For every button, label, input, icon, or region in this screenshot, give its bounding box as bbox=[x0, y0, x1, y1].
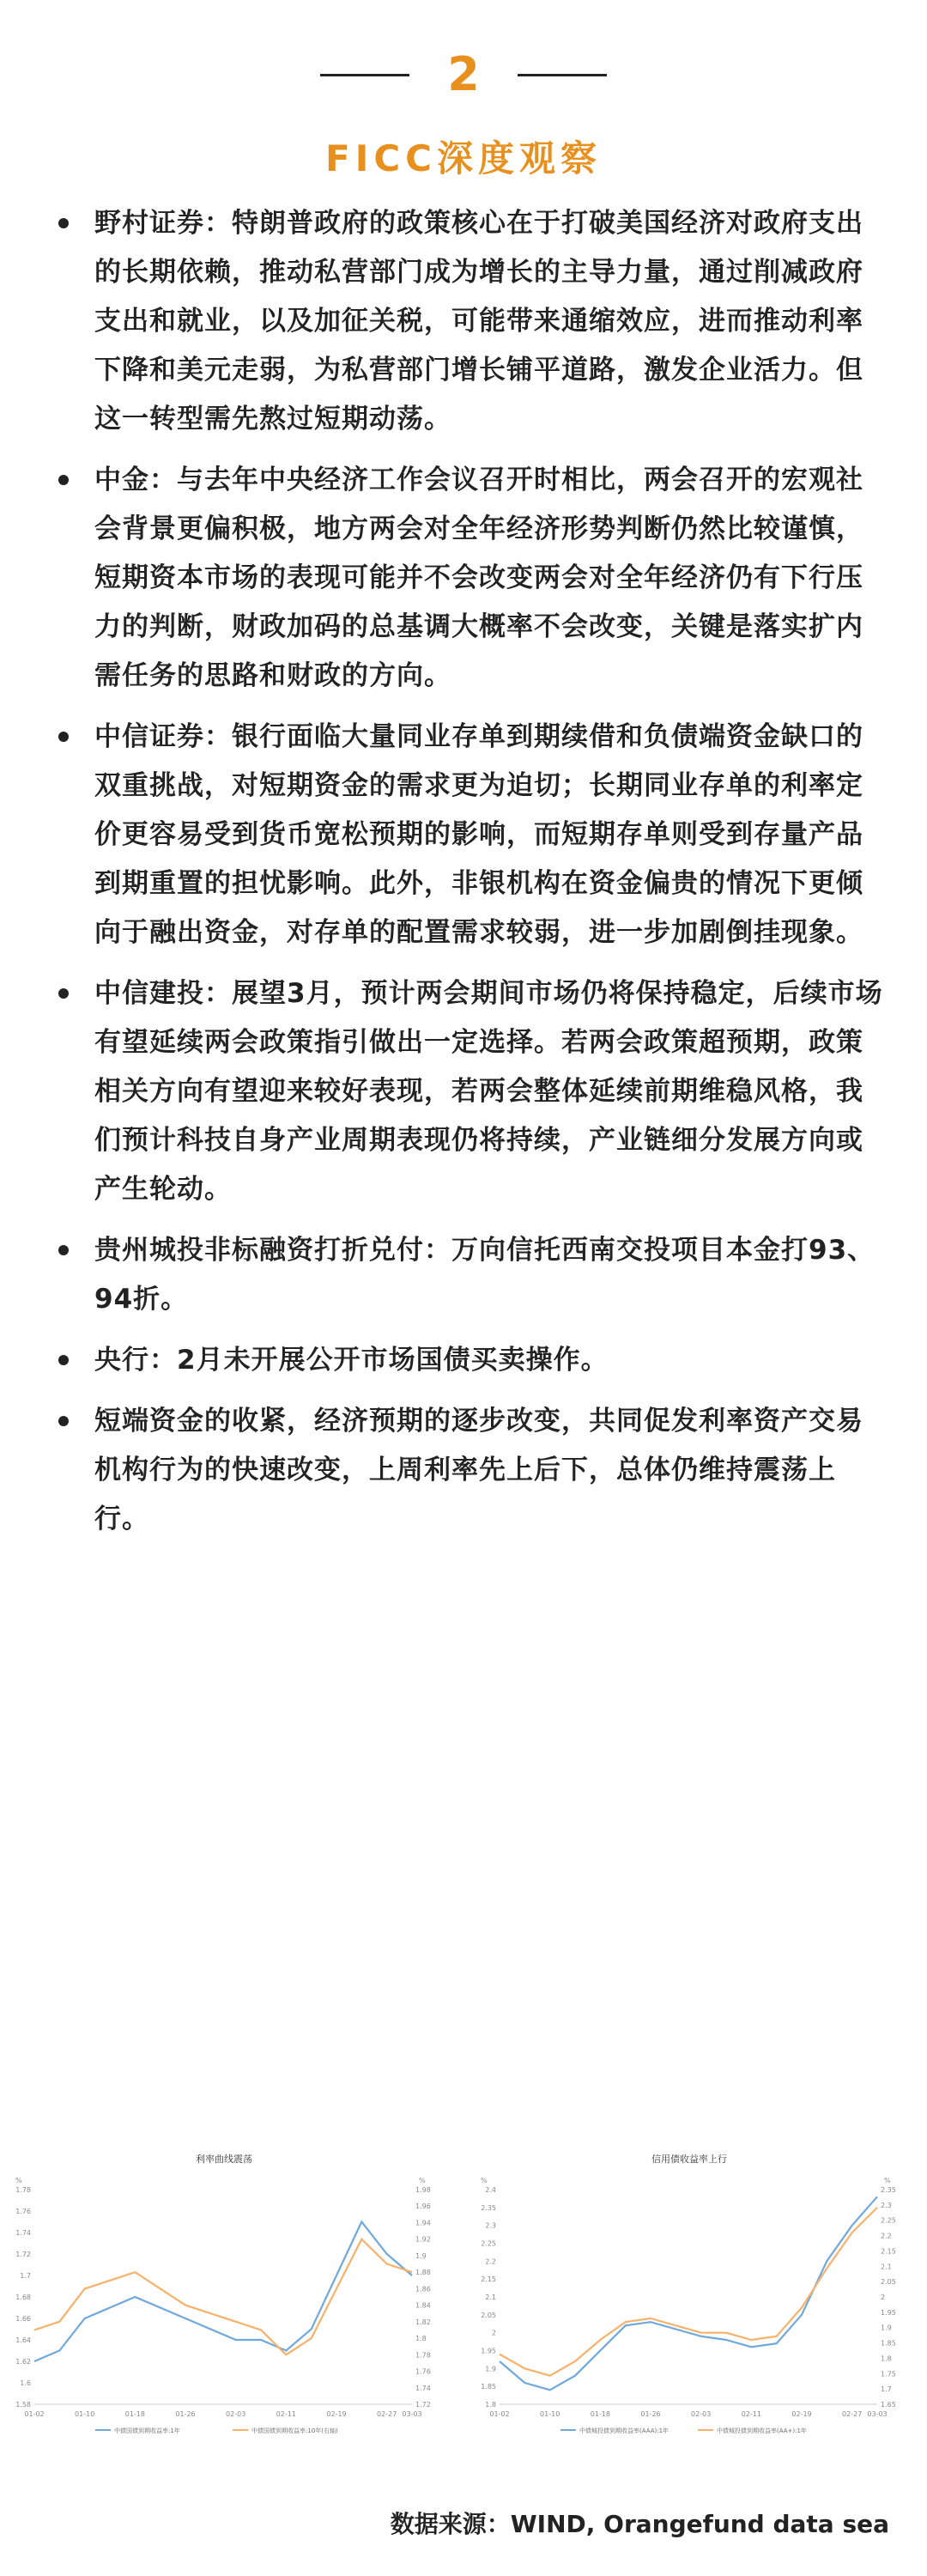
y-right-tick-label: 1.9 bbox=[881, 2324, 892, 2332]
bullet-item bbox=[55, 969, 888, 1214]
y-left-tick-label: 1.62 bbox=[15, 2358, 31, 2366]
y-left-tick-label: 1.66 bbox=[15, 2315, 31, 2323]
y-left-tick-label: 1.85 bbox=[481, 2383, 496, 2391]
section-title: FICC深度观察 bbox=[325, 137, 602, 179]
y-left-tick-label: 1.95 bbox=[481, 2347, 496, 2355]
series-line bbox=[34, 2239, 412, 2355]
rate-curve-chart bbox=[5, 2147, 443, 2447]
y-right-tick-label: 1.8 bbox=[415, 2335, 427, 2343]
series-line bbox=[500, 2196, 877, 2390]
bullet-dot-icon bbox=[58, 732, 69, 742]
y-right-tick-label: 1.75 bbox=[881, 2370, 896, 2379]
y-left-tick-label: 2.1 bbox=[485, 2293, 496, 2301]
y-left-unit: % bbox=[481, 2177, 488, 2184]
y-right-tick-label: 2.35 bbox=[881, 2186, 896, 2194]
y-left-tick-label: 1.68 bbox=[15, 2293, 31, 2301]
y-left-tick-label: 1.64 bbox=[15, 2336, 31, 2344]
bullet-item bbox=[55, 456, 888, 701]
bullet-dot-icon bbox=[58, 218, 69, 228]
y-left-tick-label: 1.8 bbox=[485, 2401, 496, 2409]
bullet-item bbox=[55, 1336, 888, 1385]
y-left-tick-label: 2.2 bbox=[485, 2257, 496, 2266]
y-right-tick-label: 1.72 bbox=[415, 2401, 431, 2409]
section-number-row bbox=[0, 47, 927, 101]
x-tick-label: 01-26 bbox=[640, 2410, 661, 2418]
y-right-tick-label: 1.76 bbox=[415, 2367, 431, 2376]
x-tick-label: 03-03 bbox=[867, 2410, 888, 2418]
y-right-tick-label: 1.88 bbox=[415, 2269, 431, 2277]
y-right-tick-label: 1.85 bbox=[881, 2339, 896, 2348]
bullet-text: 野村证券：特朗普政府的政策核心在于打破美国经济对政府支出的长期依赖，推动私营部门成为增长的主导力量，通过削减政府支出和就业，以及加征关税，可能带来通缩效应，进而推动利率下降和美元走弱，为私营部门增长铺平道路，激发企业活力。但这一转型需先熬过短期动荡。 bbox=[94, 208, 863, 434]
y-right-tick-label: 2.2 bbox=[881, 2232, 892, 2240]
x-tick-label: 01-02 bbox=[489, 2410, 510, 2418]
y-right-tick-label: 2 bbox=[881, 2293, 886, 2301]
y-right-tick-label: 2.1 bbox=[881, 2263, 892, 2271]
y-right-tick-label: 1.78 bbox=[415, 2351, 431, 2360]
y-right-tick-label: 1.7 bbox=[881, 2385, 892, 2394]
series-line bbox=[500, 2208, 877, 2376]
chart-title: 信用债收益率上行 bbox=[651, 2154, 727, 2165]
bullet-list bbox=[55, 199, 888, 1556]
x-tick-label: 02-03 bbox=[691, 2410, 712, 2418]
right-divider bbox=[518, 74, 607, 76]
y-left-tick-label: 1.72 bbox=[15, 2251, 31, 2258]
y-left-tick-label: 1.74 bbox=[15, 2229, 31, 2237]
bullet-dot-icon bbox=[58, 1355, 69, 1365]
x-tick-label: 02-11 bbox=[276, 2410, 296, 2418]
x-tick-label: 02-27 bbox=[842, 2410, 863, 2418]
y-right-unit: % bbox=[419, 2177, 426, 2184]
left-divider bbox=[320, 74, 409, 76]
x-tick-label: 01-18 bbox=[590, 2410, 610, 2418]
x-tick-label: 02-27 bbox=[377, 2410, 397, 2418]
x-tick-label: 01-10 bbox=[540, 2410, 560, 2418]
y-left-tick-label: 1.9 bbox=[485, 2365, 496, 2373]
y-left-tick-label: 2.35 bbox=[481, 2203, 496, 2212]
y-right-tick-label: 1.65 bbox=[881, 2401, 896, 2409]
x-tick-label: 02-03 bbox=[226, 2410, 246, 2418]
x-tick-label: 02-19 bbox=[791, 2410, 812, 2418]
y-right-tick-label: 1.9 bbox=[415, 2251, 427, 2260]
y-right-tick-label: 2.05 bbox=[881, 2278, 896, 2287]
y-right-tick-label: 1.95 bbox=[881, 2308, 896, 2317]
bullet-text: 贵州城投非标融资打折兑付：万向信托西南交投项目本金打93、94折。 bbox=[94, 1235, 876, 1315]
bullet-text: 央行：2月未开展公开市场国债买卖操作。 bbox=[94, 1345, 609, 1376]
x-tick-label: 01-18 bbox=[124, 2410, 145, 2418]
y-left-tick-label: 2.4 bbox=[485, 2186, 496, 2194]
bullet-item bbox=[55, 199, 888, 444]
bullet-dot-icon bbox=[58, 1416, 69, 1426]
legend-label: 中债国债到期收益率:10年(右轴) bbox=[251, 2427, 338, 2434]
bullet-text: 中信证券：银行面临大量同业存单到期续借和负债端资金缺口的双重挑战，对短期资金的需求更为迫切；长期同业存单的利率定价更容易受到货币宽松预期的影响，而短期存单则受到存量产品到期重置的担忧影响。此外，非银机构在资金偏贵的情况下更倾向于融出资金，对存单的配置需求较弱，进一步加剧倒挂现象。 bbox=[94, 721, 863, 948]
bullet-item bbox=[55, 1397, 888, 1544]
y-right-tick-label: 1.84 bbox=[415, 2301, 431, 2310]
bullet-dot-icon bbox=[58, 988, 69, 999]
bullet-item bbox=[55, 1226, 888, 1324]
bullet-text: 中金：与去年中央经济工作会议召开时相比，两会召开的宏观社会背景更偏积极，地方两会对全年经济形势判断仍然比较谨慎，短期资本市场的表现可能并不会改变两会对全年经济仍有下行压力的判断，财政加码的总基调大概率不会改变，关键是落实扩内需任务的思路和财政的方向。 bbox=[94, 465, 863, 691]
credit-yield-chart-svg bbox=[470, 2147, 908, 2447]
y-right-tick-label: 1.92 bbox=[415, 2235, 431, 2244]
y-left-tick-label: 2.25 bbox=[481, 2239, 496, 2248]
y-right-tick-label: 1.74 bbox=[415, 2384, 431, 2392]
y-right-tick-label: 2.25 bbox=[881, 2216, 896, 2225]
y-right-tick-label: 2.3 bbox=[881, 2201, 892, 2209]
rate-curve-chart-svg bbox=[5, 2147, 443, 2447]
y-left-tick-label: 1.78 bbox=[15, 2186, 31, 2194]
y-right-tick-label: 1.86 bbox=[415, 2285, 431, 2293]
bullet-text: 短端资金的收紧，经济预期的逐步改变，共同促发利率资产交易机构行为的快速改变，上周利率先上后下，总体仍维持震荡上行。 bbox=[94, 1406, 863, 1534]
x-tick-label: 02-11 bbox=[741, 2410, 761, 2418]
y-left-tick-label: 2.05 bbox=[481, 2311, 496, 2319]
y-right-tick-label: 1.8 bbox=[881, 2354, 892, 2363]
legend-label: 中债城投债到期收益率(AAA):1年 bbox=[579, 2427, 670, 2434]
bullet-dot-icon bbox=[58, 1245, 69, 1255]
y-left-tick-label: 1.58 bbox=[15, 2401, 31, 2409]
chart-title: 利率曲线震荡 bbox=[196, 2154, 252, 2165]
section-header bbox=[0, 47, 927, 182]
bullet-item bbox=[55, 713, 888, 957]
legend-label: 中债城投债到期收益率(AA+):1年 bbox=[717, 2427, 807, 2434]
y-right-tick-label: 1.98 bbox=[415, 2186, 431, 2194]
bullet-text: 中信建投：展望3月，预计两会期间市场仍将保持稳定，后续市场有望延续两会政策指引做出一定选择。若两会政策超预期，政策相关方向有望迎来较好表现，若两会整体延续前期维稳风格，我们预计科技自身产业周期表现仍将持续，产业链细分发展方向或产生轮动。 bbox=[94, 978, 883, 1205]
data-source: 数据来源：WIND, Orangefund data sea bbox=[390, 2510, 889, 2538]
section-number: 2 bbox=[447, 47, 480, 101]
y-left-tick-label: 1.6 bbox=[20, 2379, 31, 2387]
y-left-tick-label: 1.7 bbox=[20, 2272, 31, 2280]
y-right-tick-label: 1.96 bbox=[415, 2202, 431, 2211]
y-left-tick-label: 1.76 bbox=[15, 2208, 31, 2215]
y-left-tick-label: 2.15 bbox=[481, 2275, 496, 2284]
y-right-tick-label: 2.15 bbox=[881, 2247, 896, 2256]
y-left-unit: % bbox=[15, 2177, 22, 2184]
y-right-tick-label: 1.82 bbox=[415, 2318, 431, 2326]
x-tick-label: 01-10 bbox=[75, 2410, 95, 2418]
y-right-unit: % bbox=[884, 2177, 891, 2184]
y-right-tick-label: 1.94 bbox=[415, 2219, 431, 2227]
bullet-dot-icon bbox=[58, 475, 69, 485]
y-left-tick-label: 2.3 bbox=[485, 2221, 496, 2230]
legend-label: 中债国债到期收益率:1年 bbox=[114, 2427, 180, 2434]
x-tick-label: 03-03 bbox=[402, 2410, 422, 2418]
x-tick-label: 01-02 bbox=[24, 2410, 45, 2418]
x-tick-label: 01-26 bbox=[175, 2410, 196, 2418]
y-left-tick-label: 2 bbox=[491, 2329, 496, 2337]
credit-yield-chart bbox=[470, 2147, 908, 2447]
series-line bbox=[34, 2222, 412, 2362]
x-tick-label: 02-19 bbox=[326, 2410, 347, 2418]
